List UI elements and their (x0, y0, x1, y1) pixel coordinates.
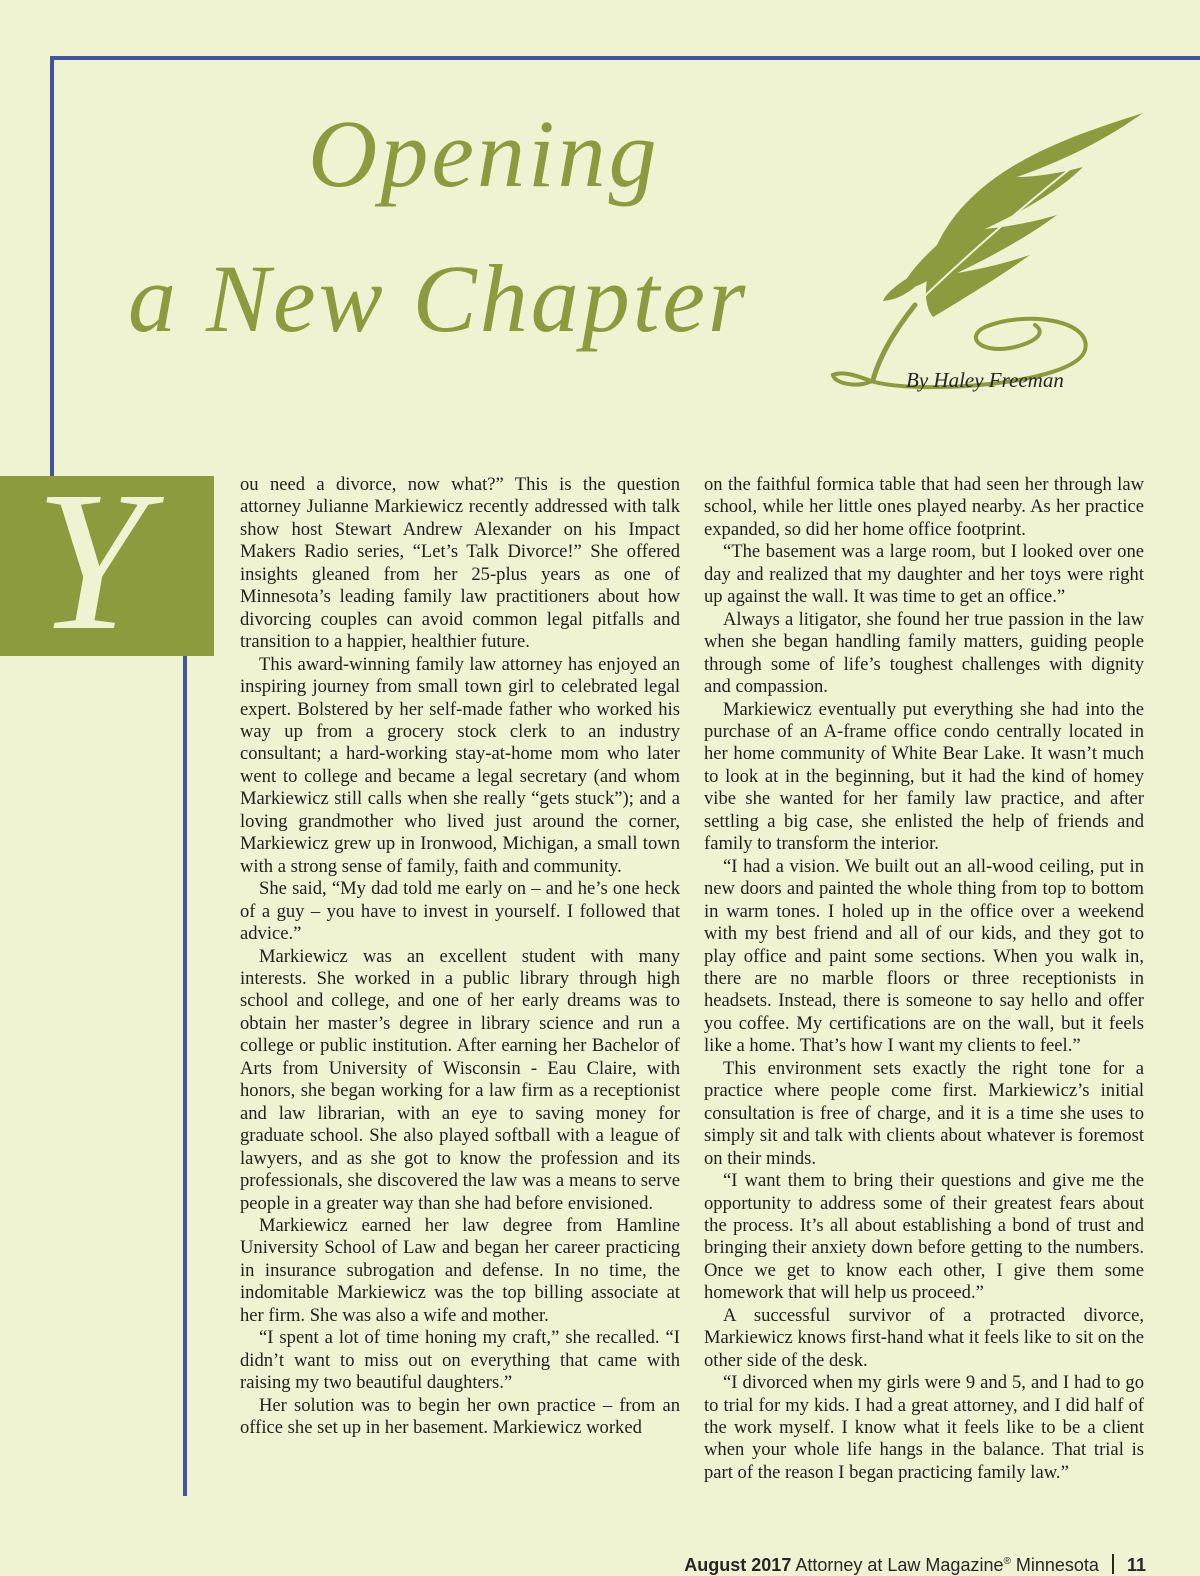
article-column-1 (240, 474, 680, 1439)
paragraph: Markiewicz eventually put everything she had into the purchase of an A-frame office condo centrally located in her home community of White Bear Lake. It wasn’t much to look at in the beginning, but it had the kind of homey vibe she wanted for her family law practice, and after settling a big case, she enlisted the help of friends and family to transform the interior. (704, 698, 1144, 855)
page-number: 11 (1126, 1555, 1146, 1575)
frame-left-rule-upper (50, 56, 54, 476)
footer-edition: Minnesota (1015, 1555, 1099, 1575)
paragraph: A successful survivor of a protracted divorce, Markiewicz knows first-hand what it feels like to sit on the other side of the desk. (704, 1304, 1144, 1371)
paragraph: on the faithful formica table that had seen her through law school, while her little ones played nearby. As her practice expanded, so did her home office footprint. (704, 474, 1144, 540)
paragraph: Markiewicz was an excellent student with many interests. She worked in a public library through high school and college, and one of her early dreams was to obtain her master’s degree in library science and run a college or public institution. After earning her Bachelor of Arts from University of Wisconsin - Eau Claire, with honors, she began working for a law firm as a receptionist and law librarian, with an eye to saving money for graduate school. She also played softball with a league of lawyers, and as she got to know the profession and its professionals, she discovered the law was a means to serve people in a greater way than she had before envisioned. (240, 945, 680, 1214)
paragraph: “I divorced when my girls were 9 and 5, and I had to go to trial for my kids. I had a great attorney, and I did half of the work myself. I know what it feels like to be a client when your whole life hangs in the balance. That trial is part of the reason I began practicing family law.” (704, 1372, 1144, 1483)
paragraph: She said, “My dad told me early on – and he’s one heck of a guy – you have to invest in yourself. I followed that advice.” (240, 878, 680, 945)
page-footer (0, 1554, 1146, 1576)
frame-left-rule-lower (183, 656, 187, 1496)
paragraph: Her solution was to begin her own practice – from an office she set up in her basement. Markiewicz worked (240, 1394, 680, 1439)
paragraph: This award-winning family law attorney has enjoyed an inspiring journey from small town girl to celebrated legal expert. Bolstered by her self-made father who worked his way up from a grocery stock clerk to an industry consultant; a hard-working stay-at-home mom who later went to college and became a legal secretary (and whom Markiewicz still calls when she really “gets stuck”); and a loving grandmother who lived just around the corner, Markiewicz grew up in Ironwood, Michigan, a small town with a strong sense of family, faith and community. (240, 653, 680, 877)
paragraph: “I want them to bring their questions and give me the opportunity to address some of their greatest fears about the process. It’s all about establishing a bond of trust and bringing their anxiety down before getting to the numbers. Once we get to know each other, I give them some homework that will help us proceed.” (704, 1170, 1144, 1304)
article-title-line-1: Opening (308, 100, 660, 207)
paragraph: “The basement was a large room, but I looked over one day and realized that my daughter and her toys were right up against the wall. It was time to get an office.” (704, 541, 1144, 608)
paragraph: “I spent a lot of time honing my craft,” she recalled. “I didn’t want to miss out on everything that came with raising my two beautiful daughters.” (240, 1327, 680, 1394)
registered-mark: ® (1003, 1556, 1011, 1567)
footer-month: August 2017 (684, 1555, 792, 1575)
footer-divider (1112, 1554, 1114, 1574)
paragraph: Markiewicz earned her law degree from Hamline University School of Law and began her career practicing in insurance subrogation and defense. In no time, the indomitable Markiewicz was the top billing associate at her firm. She was also a wife and mother. (240, 1214, 680, 1326)
quill-feather-icon (825, 105, 1160, 395)
paragraph: “I had a vision. We built out an all-wood ceiling, put in new doors and painted the whole thing from top to bottom in warm tones. I holed up in the office over a weekend with my best friend and all of our kids, and they got to play office and paint some sections. When you walk in, there are no marble floors or three receptionists in headsets. Instead, there is someone to say hello and offer you coffee. My certifications are on the wall, but it feels like a home. That’s how I want my clients to feel.” (704, 855, 1144, 1057)
paragraph: ou need a divorce, now what?” This is the question attorney Julianne Markiewicz recently addressed with talk show host Stewart Andrew Alexander on his Impact Makers Radio series, “Let’s Talk Divorce!” She offered insights gleaned from her 25-plus years as one of Minnesota’s leading family law practitioners about how divorcing couples can avoid common legal pitfalls and transition to a happier, healthier future. (240, 474, 680, 653)
dropcap-letter: Y (35, 451, 147, 672)
frame-top-rule (50, 56, 1200, 60)
article-title-line-2: a New Chapter (128, 245, 749, 352)
paragraph: Always a litigator, she found her true passion in the law when she began handling family matters, guiding people through some of life’s toughest challenges with dignity and compassion. (704, 608, 1144, 698)
paragraph: This environment sets exactly the right tone for a practice where people come first. Markiewicz’s initial consultation is free of charge, and it is a time she uses to simply sit and talk with clients about whatever is foremost on their minds. (704, 1057, 1144, 1169)
article-byline: By Haley Freeman (906, 368, 1064, 392)
article-column-2 (704, 474, 1144, 1484)
footer-magazine-name: Attorney at Law Magazine (795, 1555, 1004, 1575)
